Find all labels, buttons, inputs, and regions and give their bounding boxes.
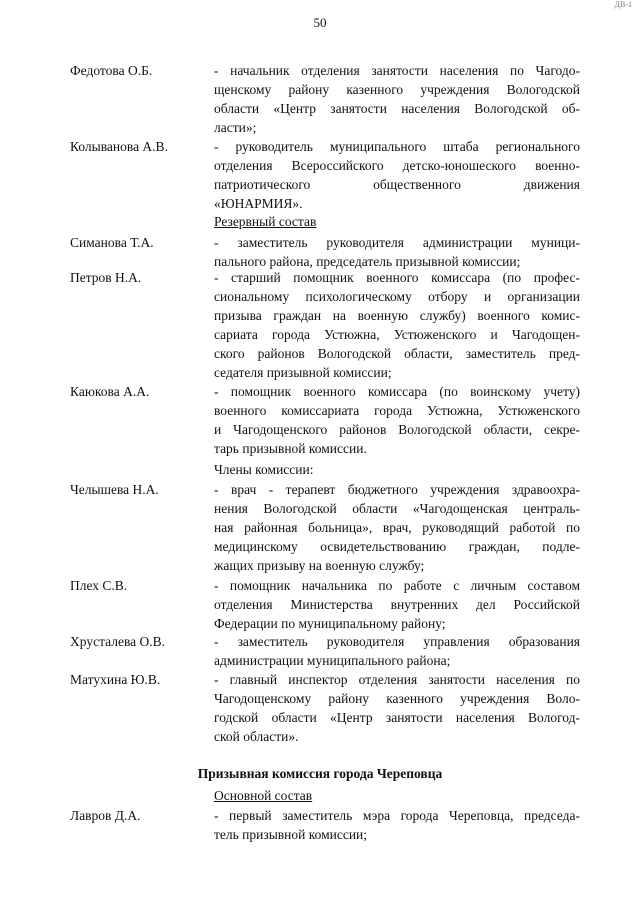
member-name: Хрусталева О.В. — [70, 634, 166, 649]
member-description — [214, 576, 580, 633]
reserve-heading: Резервный состав — [214, 214, 317, 229]
description-line: тарь призывной комиссии. — [214, 441, 367, 456]
description-line: ской области». — [214, 729, 299, 744]
member-description — [214, 61, 580, 137]
description-line: пального района, председатель призывной комиссии; — [214, 254, 521, 269]
main-heading: Основной состав — [214, 788, 313, 803]
description-line: администрации муниципального района; — [214, 653, 451, 668]
description-line: - помощник военного комиссара (по воинскому учету) — [214, 384, 580, 399]
corner-mark: ДВ-1 — [614, 0, 632, 9]
member-description — [214, 382, 580, 458]
description-line: патриотического общественного движения — [214, 177, 580, 192]
description-line: военного комиссариата города Устюжна, Устюженского — [214, 403, 580, 418]
member-name: Петров Н.А. — [70, 270, 142, 285]
description-line: годской области «Центр занятости населения Вологод- — [214, 710, 580, 725]
member-name: Плех С.В. — [70, 578, 128, 593]
member-name: Колыванова А.В. — [70, 139, 168, 154]
member-description — [214, 670, 580, 746]
member-name: Челышева Н.А. — [70, 482, 159, 497]
member-name: Каюкова А.А. — [70, 384, 150, 399]
description-line: седателя призывной комиссии; — [214, 365, 392, 380]
description-line: медицинскому освидетельствованию граждан, подле- — [214, 539, 580, 554]
member-description — [214, 480, 580, 575]
description-line: и Чагодощенского районов Вологодской области, секре- — [214, 422, 580, 437]
members-heading: Члены комиссии: — [214, 462, 314, 477]
page-number: 50 — [313, 15, 327, 30]
member-description — [214, 137, 580, 213]
member-name: Симанова Т.А. — [70, 235, 154, 250]
member-name: Матухина Ю.В. — [70, 672, 161, 687]
description-line: - начальник отделения занятости населения по Чагодо- — [214, 63, 580, 78]
description-line: - заместитель руководителя администрации муници- — [214, 235, 580, 250]
description-line: сиональному психологическому отбору и организации — [214, 289, 580, 304]
description-line: нения Вологодской области «Чагодощенская централь- — [214, 501, 580, 516]
description-line: «ЮНАРМИЯ». — [214, 196, 303, 211]
description-line: Чагодощенскому району казенного учреждения Воло- — [214, 691, 580, 706]
description-line: тель призывной комиссии; — [214, 827, 368, 842]
description-line: - заместитель руководителя управления образования — [214, 634, 580, 649]
description-line: сариата города Устюжна, Устюженского и Чагодощен- — [214, 327, 580, 342]
section-title: Призывная комиссия города Череповца — [197, 766, 443, 781]
description-line: - старший помощник военного комиссара (по профес- — [214, 270, 580, 285]
description-line: ная районная больница», врач, руководящий работой по — [214, 520, 580, 535]
description-line: - руководитель муниципального штаба регионального — [214, 139, 580, 154]
description-line: отделения Министерства внутренних дел Российской — [214, 597, 580, 612]
member-name: Лавров Д.А. — [70, 808, 141, 823]
member-description — [214, 632, 580, 670]
description-line: отделения Всероссийского детско-юношеского военно- — [214, 158, 580, 173]
description-line: ского районов Вологодской области, заместитель пред- — [214, 346, 580, 361]
description-line: - первый заместитель мэра города Череповца, председа- — [214, 808, 580, 823]
description-line: области «Центр занятости населения Вологодской об- — [214, 101, 580, 116]
description-line: щенскому району казенного учреждения Вологодской — [214, 82, 580, 97]
description-line: - помощник начальника по работе с личным составом — [214, 578, 580, 593]
description-line: - главный инспектор отделения занятости населения по — [214, 672, 580, 687]
member-description — [214, 233, 580, 271]
member-description — [214, 268, 580, 382]
description-line: ласти»; — [214, 120, 257, 135]
description-line: - врач - терапевт бюджетного учреждения здравоохра- — [214, 482, 580, 497]
description-line: призыва граждан на военную службу) военного комис- — [214, 308, 580, 323]
member-name: Федотова О.Б. — [70, 63, 153, 78]
description-line: Федерации по муниципальному району; — [214, 616, 446, 631]
member-description — [214, 806, 580, 844]
description-line: жащих призыву на военную службу; — [214, 558, 425, 573]
